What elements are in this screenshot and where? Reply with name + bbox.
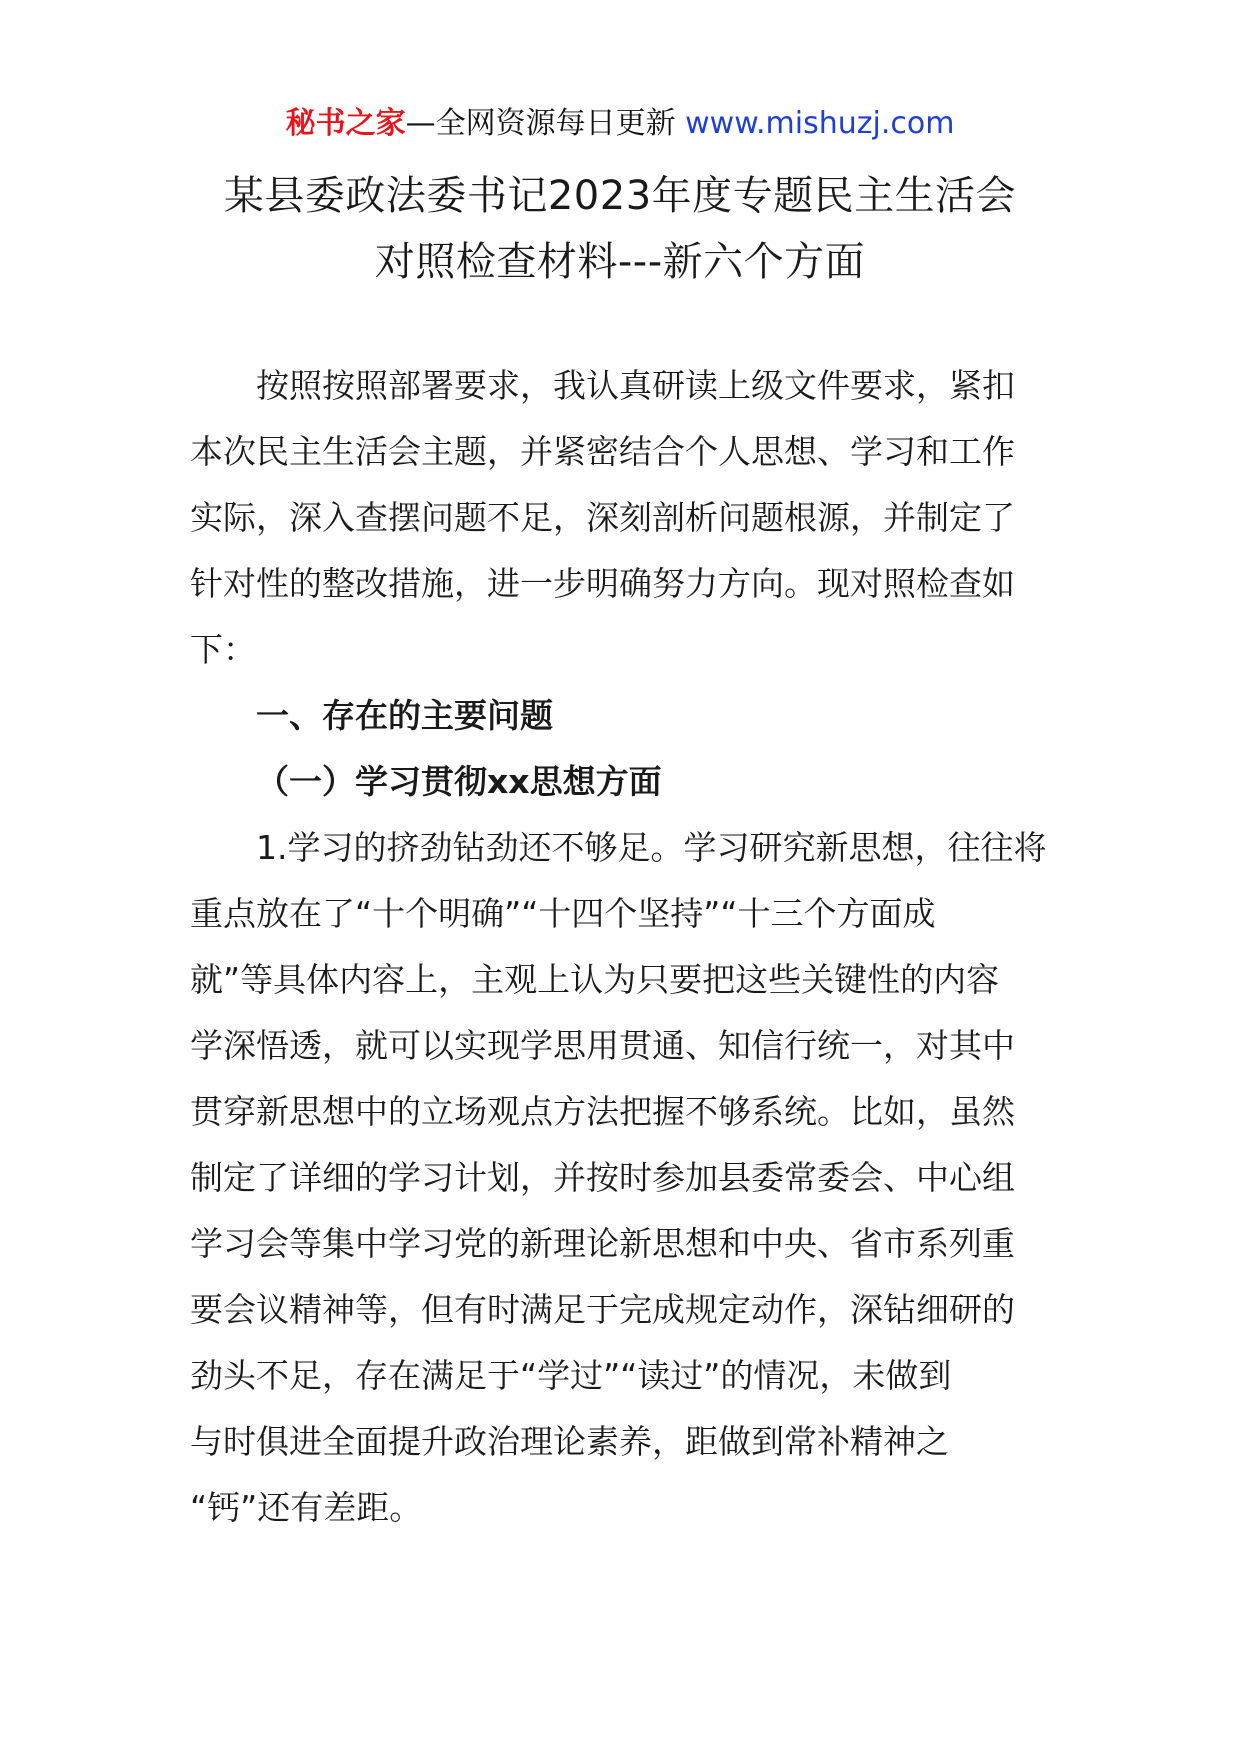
intro-paragraph-line: 按照按照部署要求，我认真研读上级文件要求，紧扣 <box>256 366 1015 405</box>
intro-paragraph-line: 实际，深入查摆问题不足，深刻剖析问题根源，并制定了 <box>190 498 1015 537</box>
item-paragraph-line: 要会议精神等，但有时满足于完成规定动作，深钻细研的 <box>190 1290 1015 1329</box>
intro-paragraph-line: 针对性的整改措施，进一步明确努力方向。现对照检查如 <box>190 564 1015 603</box>
item-paragraph-line: 重点放在了“十个明确”“十四个坚持”“十三个方面成 <box>190 894 936 933</box>
subsection-heading: （一）学习贯彻xx思想方面 <box>256 762 662 801</box>
section-heading: 一、存在的主要问题 <box>256 696 553 735</box>
site-url-link[interactable]: www.mishuzj.com <box>685 106 955 141</box>
site-brand: 秘书之家 <box>285 106 406 141</box>
document-title-line-1: 某县委政法委书记2023年度专题民主生活会 <box>223 173 1017 219</box>
item-paragraph-line: 就”等具体内容上，主观上认为只要把这些关键性的内容 <box>190 960 1000 999</box>
item-paragraph-line: 制定了详细的学习计划，并按时参加县委常委会、中心组 <box>190 1158 1015 1197</box>
item-paragraph-line: 学深悟透，就可以实现学思用贯通、知信行统一，对其中 <box>190 1026 1015 1065</box>
intro-paragraph-line: 下： <box>190 630 256 669</box>
intro-paragraph-line: 本次民主生活会主题，并紧密结合个人思想、学习和工作 <box>190 432 1015 471</box>
document-title-line-2: 对照检查材料---新六个方面 <box>374 239 866 285</box>
item-paragraph-line: “钙”还有差距。 <box>190 1488 423 1527</box>
site-banner <box>0 100 1240 148</box>
item-paragraph-line: 1.学习的挤劲钻劲还不够足。学习研究新思想，往往将 <box>256 828 1047 867</box>
item-paragraph-line: 学习会等集中学习党的新理论新思想和中央、省市系列重 <box>190 1224 1015 1263</box>
item-paragraph-line: 贯穿新思想中的立场观点方法把握不够系统。比如，虽然 <box>190 1092 1015 1131</box>
site-tagline: —全网资源每日更新 <box>405 106 686 141</box>
item-paragraph-line: 与时俱进全面提升政治理论素养，距做到常补精神之 <box>190 1422 949 1461</box>
item-paragraph-line: 劲头不足，存在满足于“学过”“读过”的情况，未做到 <box>190 1356 952 1395</box>
